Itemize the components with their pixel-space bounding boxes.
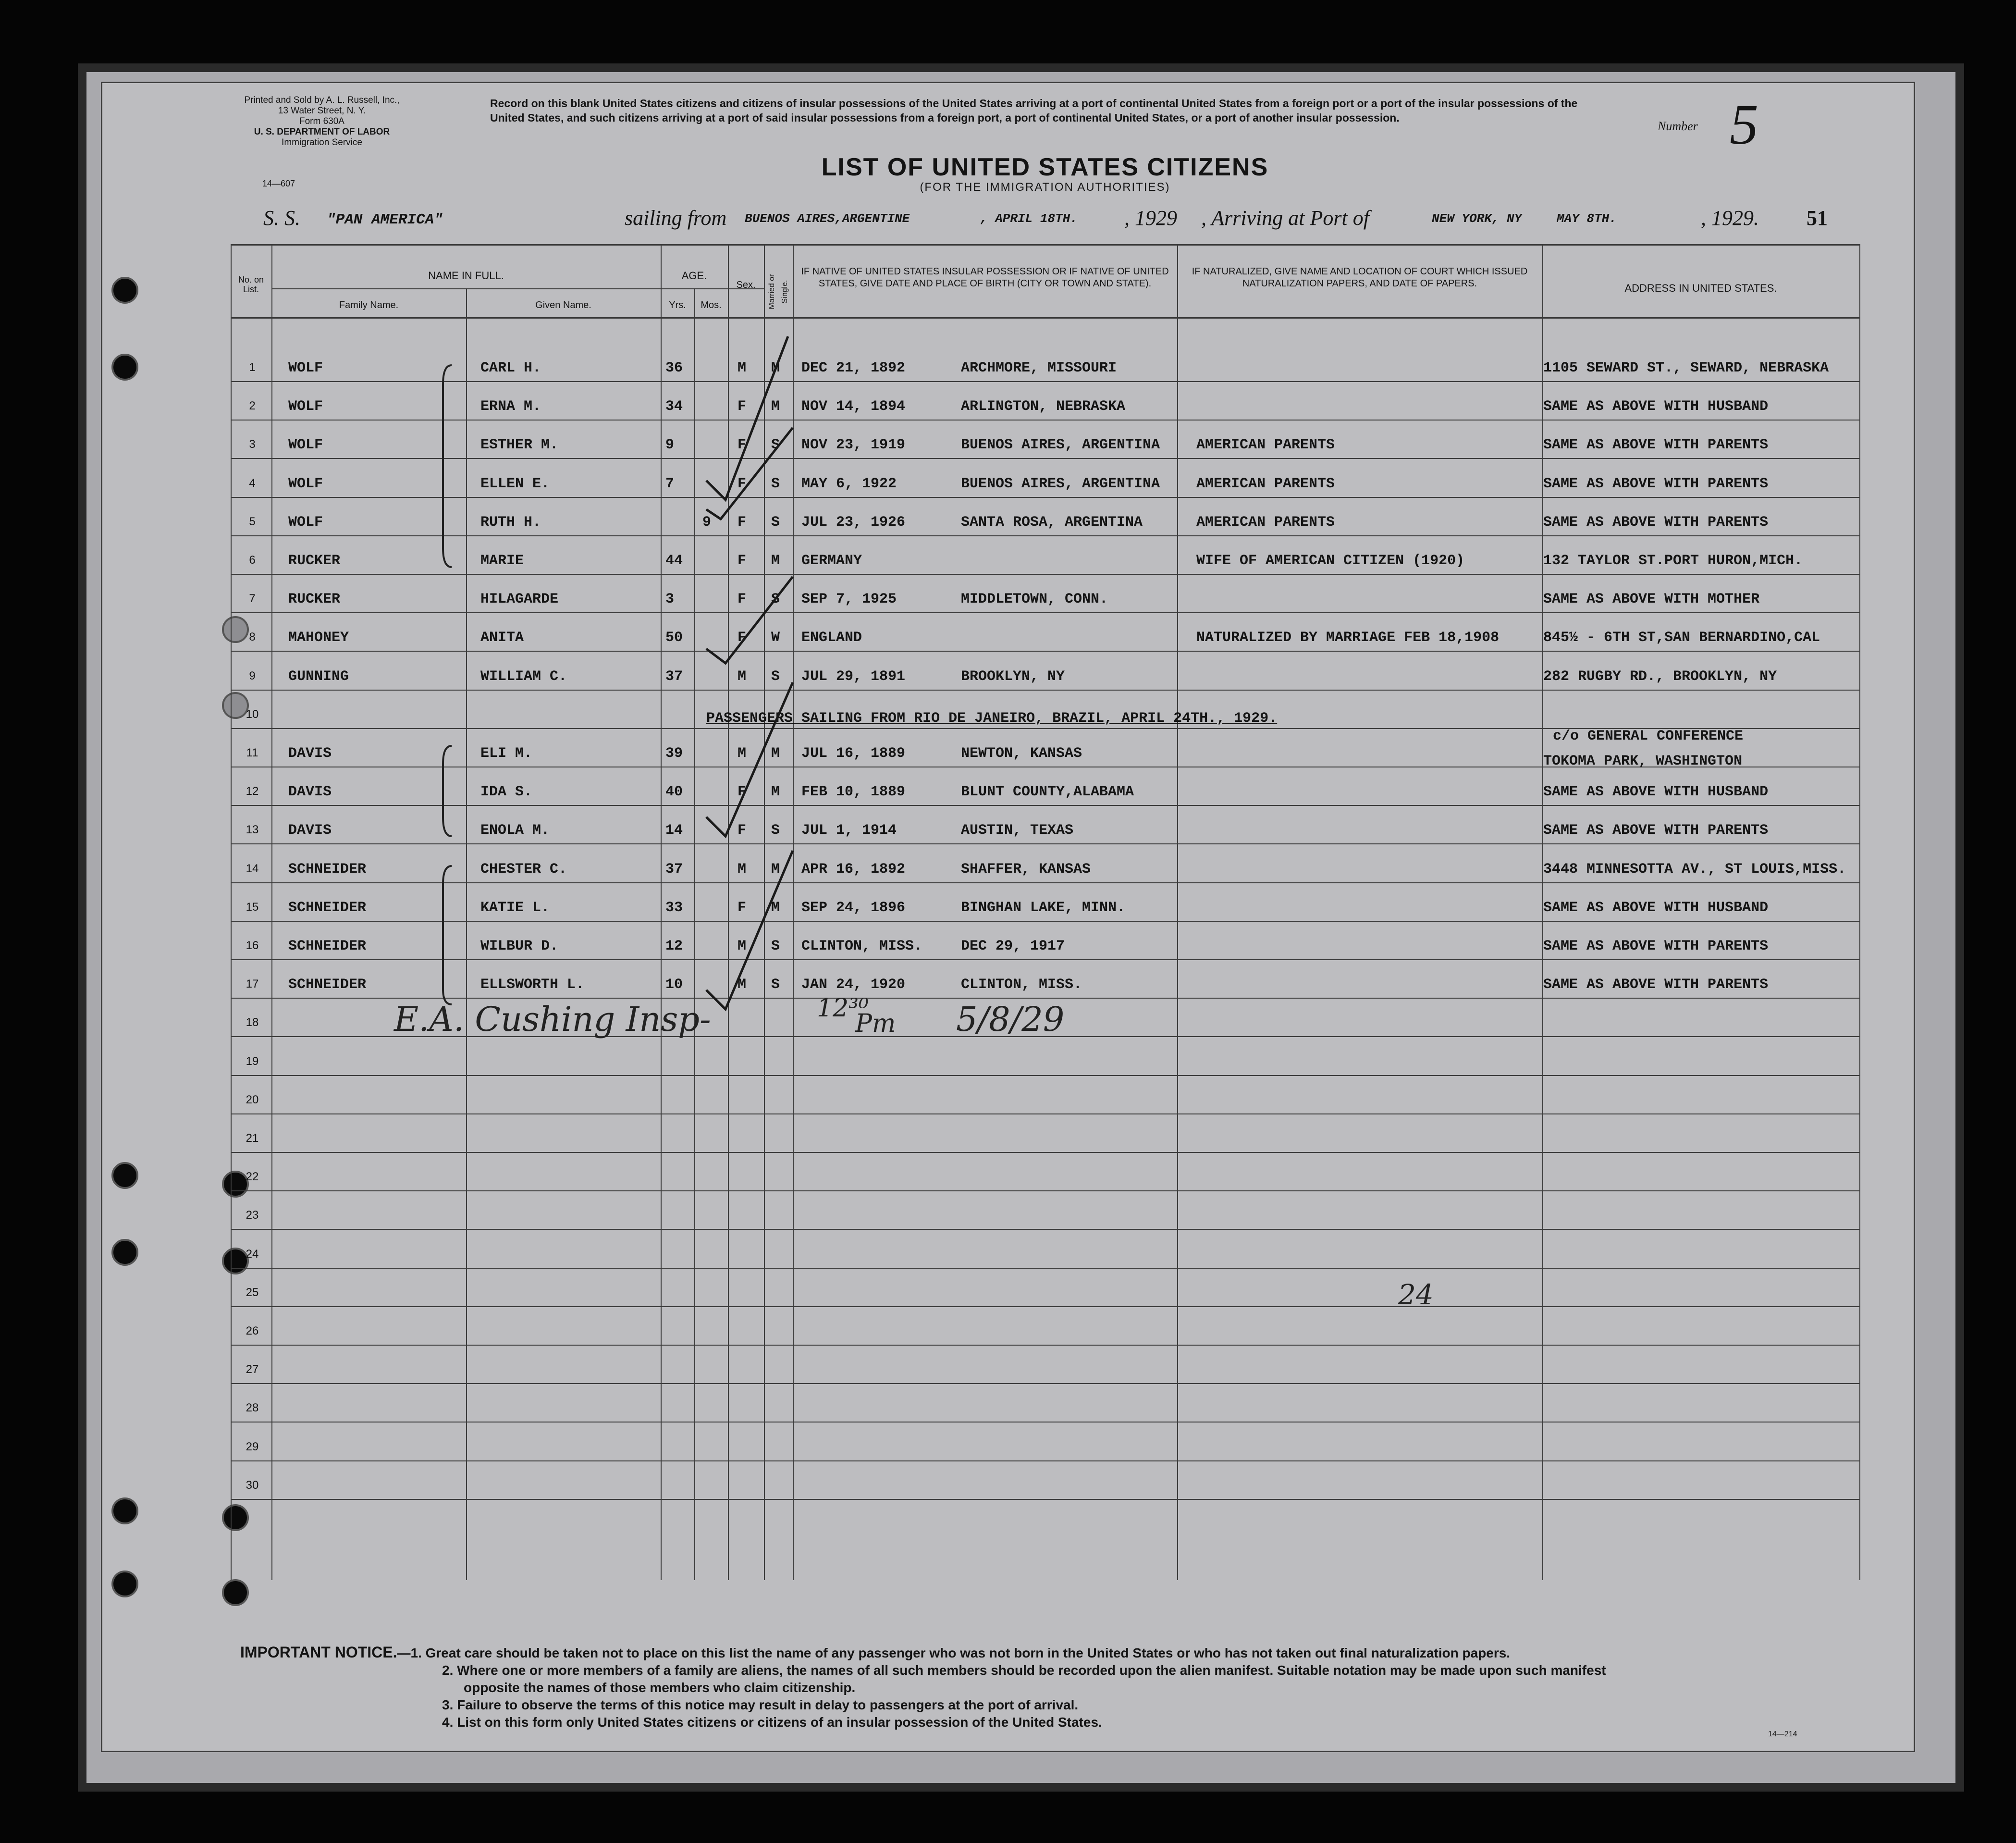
form-area: [101, 82, 1915, 1752]
family-bracket: [443, 866, 452, 1004]
age-years-cell: 39: [665, 745, 683, 762]
sex-cell: F: [738, 398, 747, 415]
row-number: 7: [249, 592, 256, 606]
birth-place-cell: NEWTON, KANSAS: [961, 745, 1082, 762]
birth-date-cell: JUL 23, 1926: [801, 514, 906, 531]
sex-cell: F: [738, 514, 747, 531]
arriving-label: , Arriving at Port of: [1201, 206, 1369, 230]
page-subtitle: (FOR THE IMMIGRATION AUTHORITIES): [920, 181, 1170, 194]
sex-cell: M: [738, 745, 747, 762]
family-name-cell: WOLF: [288, 437, 323, 454]
page-title: LIST OF UNITED STATES CITIZENS: [821, 153, 1269, 181]
number-value: 5: [1730, 92, 1758, 156]
family-name-cell: RUCKER: [288, 553, 341, 569]
binder-hole: [111, 1571, 138, 1597]
birth-place-cell: SHAFFER, KANSAS: [961, 861, 1091, 878]
naturalization-cell: NATURALIZED BY MARRIAGE FEB 18,1908: [1196, 630, 1500, 646]
family-name-cell: DAVIS: [288, 784, 332, 801]
age-years-cell: 36: [665, 360, 683, 376]
birth-place-cell: BLUNT COUNTY,ALABAMA: [961, 784, 1134, 801]
address-cell: SAME AS ABOVE WITH PARENTS: [1543, 977, 1769, 993]
birth-place-cell: DEC 29, 1917: [961, 938, 1065, 954]
marital-status-cell: S: [771, 938, 780, 954]
printer-line: Printed and Sold by A. L. Russell, Inc.,: [244, 95, 400, 105]
marital-status-cell: S: [771, 514, 780, 531]
given-name-cell: CHESTER C.: [480, 861, 567, 878]
given-name-cell: KATIE L.: [480, 899, 550, 916]
given-name-cell: IDA S.: [480, 784, 533, 801]
address-cell: SAME AS ABOVE WITH PARENTS: [1543, 514, 1769, 531]
address-cell: 1105 SEWARD ST., SEWARD, NEBRASKA: [1543, 360, 1829, 376]
row-number: 19: [246, 1054, 259, 1068]
marital-status-cell: S: [771, 822, 780, 839]
birth-place-cell: ARLINGTON, NEBRASKA: [961, 398, 1126, 415]
checkmark: [706, 851, 793, 1009]
row-number: 6: [249, 554, 256, 567]
row-number: 8: [249, 631, 256, 644]
row-number: 20: [246, 1093, 259, 1106]
sail-year: , 1929: [1124, 206, 1177, 230]
row-number: 4: [249, 476, 256, 490]
family-name-cell: GUNNING: [288, 668, 349, 685]
col-no-on-list: No. on List.: [238, 275, 264, 294]
row-number: 17: [246, 977, 259, 991]
marital-status-cell: M: [771, 784, 780, 801]
row-number: 26: [246, 1324, 259, 1337]
row-number: 9: [249, 669, 256, 682]
arrival-port: NEW YORK, NY: [1432, 211, 1522, 226]
birth-date-cell: JAN 24, 1920: [801, 977, 906, 993]
row-number: 27: [246, 1363, 259, 1376]
row-number: 16: [246, 939, 259, 952]
address-cell: 3448 MINNESOTTA AV., ST LOUIS,MISS.: [1543, 861, 1846, 878]
important-notice: [240, 1644, 1931, 1731]
row-number: 11: [246, 746, 258, 759]
naturalization-cell: WIFE OF AMERICAN CITIZEN (1920): [1196, 553, 1465, 569]
row-number: 24: [246, 1247, 259, 1261]
age-years-cell: 7: [665, 475, 675, 492]
given-name-cell: ELI M.: [480, 745, 533, 762]
column-divider: [271, 244, 272, 1580]
family-brackets: [432, 356, 476, 1490]
sailing-label: sailing from: [625, 206, 727, 230]
address-cell: SAME AS ABOVE WITH PARENTS: [1543, 822, 1769, 839]
family-name-cell: WOLF: [288, 398, 323, 415]
given-name-cell: WILBUR D.: [480, 938, 559, 954]
birth-date-cell: JUL 29, 1891: [801, 668, 906, 685]
col-age: AGE.: [681, 270, 707, 282]
marital-status-cell: S: [771, 475, 780, 492]
row-number: 23: [246, 1209, 259, 1222]
birth-place-cell: CLINTON, MISS.: [961, 977, 1082, 993]
birth-date-cell: GERMANY: [801, 553, 862, 569]
birth-date-cell: SEP 24, 1896: [801, 899, 906, 916]
age-years-cell: 34: [665, 398, 683, 415]
ship-name: "PAN AMERICA": [327, 211, 443, 228]
address-cell: 845½ - 6TH ST,SAN BERNARDINO,CAL: [1543, 630, 1820, 646]
row-number: 25: [246, 1286, 259, 1299]
row-number: 1: [249, 361, 256, 374]
family-name-cell: DAVIS: [288, 822, 332, 839]
birth-date-cell: NOV 14, 1894: [801, 398, 906, 415]
sex-cell: F: [738, 822, 747, 839]
col-name-in-full: NAME IN FULL.: [428, 270, 504, 282]
inspection-checkmarks: [692, 308, 817, 1019]
col-married-single: Married or Single.: [768, 274, 789, 309]
birth-place-cell: ARCHMORE, MISSOURI: [961, 360, 1117, 376]
col-birth: IF NATIVE OF UNITED STATES INSULAR POSSESSION OR IF NATIVE OF UNITED STATES, GIVE DATE AND PLACE OF BIRTH (CITY OR TOWN AND STATE).: [801, 266, 1169, 289]
sex-cell: M: [738, 668, 747, 685]
printer-line: Form 630A: [299, 116, 344, 126]
row-number: 15: [246, 900, 259, 914]
binder-hole: [222, 1579, 249, 1606]
marital-status-cell: S: [771, 437, 780, 454]
page-number: 51: [1807, 206, 1828, 230]
notice-item: opposite the names of those members who claim citizenship.: [464, 1680, 856, 1695]
given-name-cell: MARIE: [480, 553, 524, 569]
handwritten-ampm: Pm: [855, 1009, 896, 1038]
given-name-cell: RUTH H.: [480, 514, 541, 531]
address-cell: SAME AS ABOVE WITH HUSBAND: [1543, 398, 1769, 415]
row-number: 30: [246, 1478, 259, 1492]
row-number: 21: [246, 1132, 259, 1145]
row-rule: [231, 1499, 1859, 1500]
address-cell: 282 RUGBY RD., BROOKLYN, NY: [1543, 668, 1777, 685]
birth-date-cell: CLINTON, MISS.: [801, 938, 923, 954]
col-yrs: Yrs.: [669, 300, 686, 310]
row-number: 12: [246, 785, 259, 798]
binder-hole: [111, 277, 138, 304]
column-divider: [1177, 244, 1178, 1580]
row-number: 18: [246, 1016, 259, 1029]
printer-line: Immigration Service: [282, 137, 362, 148]
form-code: 14—607: [262, 179, 295, 188]
birth-date-cell: FEB 10, 1889: [801, 784, 906, 801]
row-number: 14: [246, 862, 259, 875]
row-number: 28: [246, 1401, 259, 1415]
birth-date-cell: JUL 1, 1914: [801, 822, 897, 839]
family-name-cell: SCHNEIDER: [288, 861, 367, 878]
age-years-cell: 9: [665, 437, 675, 454]
family-name-cell: SCHNEIDER: [288, 899, 367, 916]
table-top-border: [231, 244, 1859, 246]
family-bracket: [443, 365, 452, 567]
printer-line: U. S. DEPARTMENT OF LABOR: [254, 127, 390, 137]
address-cell: SAME AS ABOVE WITH HUSBAND: [1543, 899, 1769, 916]
family-name-cell: MAHONEY: [288, 630, 349, 646]
printer-line: 13 Water Street, N. Y.: [278, 106, 366, 116]
notice-item: 4. List on this form only United States citizens or citizens of an insular possession of the United States.: [442, 1715, 1102, 1730]
binder-hole: [222, 1504, 249, 1531]
sex-cell: M: [738, 861, 747, 878]
column-divider: [231, 244, 232, 1580]
family-name-cell: WOLF: [288, 475, 323, 492]
marital-status-cell: M: [771, 360, 780, 376]
age-years-cell: 14: [665, 822, 683, 839]
arrival-date: MAY 8TH.: [1557, 211, 1617, 226]
marital-status-cell: M: [771, 745, 780, 762]
age-years-cell: 37: [665, 668, 683, 685]
checkmark: [706, 336, 788, 500]
row-number: 2: [249, 399, 256, 413]
arrival-year: , 1929.: [1701, 206, 1759, 230]
notice-item: —1. Great care should be taken not to place on this list the name of any passenger who was not born in the United States or who has not taken out final naturalization papers.: [397, 1645, 1511, 1660]
sex-cell: F: [738, 784, 747, 801]
section-note: PASSENGERS SAILING FROM RIO DE JANEIRO, BRAZIL, APRIL 24TH., 1929.: [706, 710, 1278, 727]
row-number: 10: [246, 707, 259, 721]
checkmark: [706, 682, 793, 836]
family-bracket: [443, 746, 452, 836]
birth-date-cell: ENGLAND: [801, 630, 862, 646]
age-months-cell: 9: [702, 514, 712, 531]
address-cell: SAME AS ABOVE WITH MOTHER: [1543, 591, 1760, 608]
given-name-cell: ERNA M.: [480, 398, 541, 415]
sex-cell: F: [738, 899, 747, 916]
col-given-name: Given Name.: [535, 300, 591, 310]
sex-cell: F: [738, 475, 747, 492]
sex-cell: F: [738, 553, 747, 569]
address-note: c/o GENERAL CONFERENCE: [1553, 728, 1744, 744]
address-cell: SAME AS ABOVE WITH PARENTS: [1543, 475, 1769, 492]
row-number: 29: [246, 1440, 259, 1453]
given-name-cell: ENOLA M.: [480, 822, 550, 839]
address-cell: TOKOMA PARK, WASHINGTON: [1543, 753, 1743, 769]
naturalization-cell: AMERICAN PARENTS: [1196, 514, 1335, 531]
given-name-cell: ANITA: [480, 630, 524, 646]
address-cell: 132 TAYLOR ST.PORT HURON,MICH.: [1543, 553, 1803, 569]
birth-place-cell: BROOKLYN, NY: [961, 668, 1065, 685]
birth-place-cell: SANTA ROSA, ARGENTINA: [961, 514, 1143, 531]
birth-place-cell: AUSTIN, TEXAS: [961, 822, 1074, 839]
row-number: 3: [249, 438, 256, 451]
binder-hole: [111, 354, 138, 381]
birth-date-cell: JUL 16, 1889: [801, 745, 906, 762]
notice-lead: IMPORTANT NOTICE.: [240, 1644, 397, 1661]
checkmark: [706, 577, 793, 663]
inspector-signature: E.A. Cushing Insp-: [394, 1000, 711, 1039]
marital-status-cell: S: [771, 977, 780, 993]
given-name-cell: ESTHER M.: [480, 437, 559, 454]
age-years-cell: 50: [665, 630, 683, 646]
row-number: 22: [246, 1170, 259, 1184]
family-name-cell: WOLF: [288, 360, 323, 376]
given-name-cell: WILLIAM C.: [480, 668, 567, 685]
given-name-cell: CARL H.: [480, 360, 541, 376]
header-bottom-border: [231, 317, 1859, 319]
age-years-cell: 3: [665, 591, 675, 608]
naturalization-cell: AMERICAN PARENTS: [1196, 437, 1335, 454]
col-naturalized: IF NATURALIZED, GIVE NAME AND LOCATION OF COURT WHICH ISSUED NATURALIZATION PAPERS, AND DATE OF PAPERS.: [1192, 266, 1528, 289]
family-name-cell: RUCKER: [288, 591, 341, 608]
notice-item: 3. Failure to observe the terms of this notice may result in delay to passengers at the port of arrival.: [442, 1697, 1079, 1712]
binder-hole: [111, 1162, 138, 1189]
birth-place-cell: BUENOS AIRES, ARGENTINA: [961, 475, 1160, 492]
from-port: BUENOS AIRES,ARGENTINE: [745, 211, 910, 226]
family-name-cell: SCHNEIDER: [288, 977, 367, 993]
marital-status-cell: M: [771, 553, 780, 569]
col-mos: Mos.: [701, 300, 722, 310]
marital-status-cell: M: [771, 861, 780, 878]
marital-status-cell: M: [771, 899, 780, 916]
naturalization-cell: AMERICAN PARENTS: [1196, 475, 1335, 492]
age-years-cell: 40: [665, 784, 683, 801]
age-years-cell: 12: [665, 938, 683, 954]
notice-item: 2. Where one or more members of a family are aliens, the names of all such members should be recorded upon the alien manifest. Suitable notation may be made upon such manifest: [442, 1663, 1606, 1678]
birth-date-cell: DEC 21, 1892: [801, 360, 906, 376]
given-name-cell: ELLEN E.: [480, 475, 550, 492]
col-family-name: Family Name.: [339, 300, 399, 310]
col-address: ADDRESS IN UNITED STATES.: [1624, 282, 1777, 294]
handwritten-count: 24: [1398, 1278, 1434, 1311]
address-cell: SAME AS ABOVE WITH PARENTS: [1543, 938, 1769, 954]
address-cell: SAME AS ABOVE WITH PARENTS: [1543, 437, 1769, 454]
given-name-cell: HILAGARDE: [480, 591, 559, 608]
sex-cell: F: [738, 437, 747, 454]
checkmark: [706, 428, 793, 519]
sex-cell: F: [738, 630, 747, 646]
family-name-cell: DAVIS: [288, 745, 332, 762]
family-name-cell: WOLF: [288, 514, 323, 531]
subheader-border: [271, 288, 764, 289]
birth-date-cell: SEP 7, 1925: [801, 591, 897, 608]
age-years-cell: 44: [665, 553, 683, 569]
printer-info: [221, 95, 423, 148]
row-number: 13: [246, 823, 259, 837]
birth-date-cell: MAY 6, 1922: [801, 475, 897, 492]
age-years-cell: 33: [665, 899, 683, 916]
marital-status-cell: S: [771, 591, 780, 608]
binder-hole: [111, 1239, 138, 1266]
sex-cell: M: [738, 938, 747, 954]
birth-place-cell: BINGHAN LAKE, MINN.: [961, 899, 1126, 916]
birth-date-cell: NOV 23, 1919: [801, 437, 906, 454]
binder-hole: [111, 1497, 138, 1524]
marital-status-cell: M: [771, 398, 780, 415]
birth-date-cell: APR 16, 1892: [801, 861, 906, 878]
age-years-cell: 10: [665, 977, 683, 993]
footer-code: 14—214: [1768, 1730, 1797, 1738]
ss-label: S. S.: [263, 206, 300, 230]
column-divider: [661, 244, 662, 1580]
age-years-cell: 37: [665, 861, 683, 878]
marital-status-cell: W: [771, 630, 780, 646]
record-instructions: Record on this blank United States citizens and citizens of insular possessions of the United States arriving at a port of continental United States from a foreign port or a port of the insular possessions of the United States, and such citizens arriving at a port of said insular possessions from a foreign port, a port of continental United States, or a port of another insular possession.: [490, 97, 1578, 124]
handwritten-time: 12³⁰: [817, 994, 869, 1023]
sex-cell: F: [738, 591, 747, 608]
birth-place-cell: BUENOS AIRES, ARGENTINA: [961, 437, 1160, 454]
handwritten-date: 5/8/29: [956, 1000, 1065, 1039]
number-label: Number: [1658, 119, 1698, 133]
sex-cell: M: [738, 360, 747, 376]
col-sex: Sex.: [736, 280, 756, 290]
sail-date: , APRIL 18TH.: [980, 211, 1078, 226]
row-number: 5: [249, 515, 256, 528]
address-cell: SAME AS ABOVE WITH HUSBAND: [1543, 784, 1769, 801]
birth-place-cell: MIDDLETOWN, CONN.: [961, 591, 1108, 608]
sex-cell: M: [738, 977, 747, 993]
column-divider: [1859, 244, 1860, 1580]
given-name-cell: ELLSWORTH L.: [480, 977, 585, 993]
family-name-cell: SCHNEIDER: [288, 938, 367, 954]
marital-status-cell: S: [771, 668, 780, 685]
